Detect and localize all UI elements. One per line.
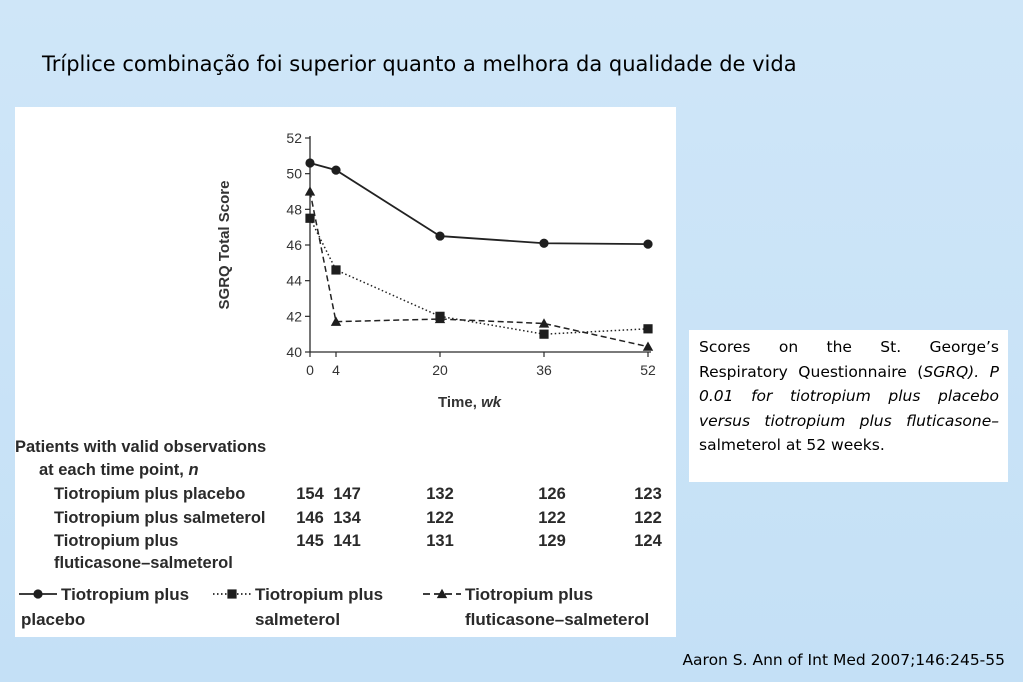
x-tick-label: 0 [306,362,314,378]
y-tick-label: 50 [286,165,302,182]
table-cell: 141 [333,532,361,550]
table-cell: 145 [296,532,324,550]
y-tick-label: 42 [286,308,302,325]
y-tick-label: 44 [286,272,302,289]
table-cell: 134 [333,509,361,527]
table-cell: 131 [426,532,454,550]
citation: Aaron S. Ann of Int Med 2007;146:245-55 [682,651,1005,669]
data-point-series-1 [643,324,652,333]
y-axis-label: SGRQ Total Score [216,180,233,310]
x-axis-label: Time, wk [438,394,502,411]
table-cell: 132 [426,485,454,503]
table-row-label: Tiotropium plus [54,532,179,550]
table-cell: 126 [538,485,566,503]
series-line-0 [310,163,648,244]
legend-label-0: placebo [21,610,86,629]
table-cell: 122 [426,509,454,527]
caption-part-0: Scores on the St. George’s Respiratory Questionnaire ( [699,338,999,381]
x-tick-label: 36 [536,362,552,378]
table-row-label: fluticasone–salmeterol [54,554,233,572]
table-cell: 154 [296,485,324,503]
table-cell: 124 [634,532,662,550]
table-cell: 123 [634,485,662,503]
legend-label-0: Tiotropium plus [61,585,190,604]
data-point-series-1 [331,265,340,274]
data-point-series-0 [539,239,548,248]
table-cell: 122 [634,509,662,527]
data-point-series-0 [643,240,652,249]
y-tick-label: 48 [286,201,302,218]
caption-part-1: SGRQ). P 0.01 for tiotropium plus placebo versus tiotropium plus fluticasone– [699,362,999,430]
y-tick-label: 52 [286,130,302,146]
legend-label-1: salmeterol [255,610,341,629]
table-heading: Patients with valid observations [15,438,267,456]
data-point-series-1 [305,214,314,223]
data-point-series-0 [435,231,444,240]
data-point-series-0 [331,166,340,175]
data-point-series-2 [305,186,315,195]
caption-part-2: salmeterol at 52 weeks. [699,436,885,454]
legend-marker-0 [33,589,42,598]
chart-figure [15,107,676,637]
x-tick-label: 4 [332,362,340,378]
figure-panel [15,107,676,637]
legend-label-2: Tiotropium plus [465,585,594,604]
legend-label-1: Tiotropium plus [255,585,384,604]
legend-label-2: fluticasone–salmeterol [465,610,650,629]
table-row-label: Tiotropium plus placebo [54,485,246,503]
data-point-series-2 [643,341,653,350]
x-tick-label: 52 [640,362,656,378]
table-cell: 122 [538,509,566,527]
table-row-label: Tiotropium plus salmeterol [54,509,266,527]
y-tick-label: 40 [286,344,302,360]
y-tick-label: 46 [286,237,302,253]
series-line-2 [310,192,648,347]
table-cell: 129 [538,532,566,550]
data-point-series-1 [539,330,548,339]
series-line-1 [310,218,648,334]
slide-title: Tríplice combinação foi superior quanto a melhora da qualidade de vida [42,52,797,76]
figure-caption [689,330,1008,482]
table-subheading: at each time point, n [39,461,199,479]
table-cell: 146 [296,509,324,527]
legend-marker-1 [227,589,236,598]
x-tick-label: 20 [432,362,448,378]
table-cell: 147 [333,485,361,503]
data-point-series-0 [305,158,314,167]
